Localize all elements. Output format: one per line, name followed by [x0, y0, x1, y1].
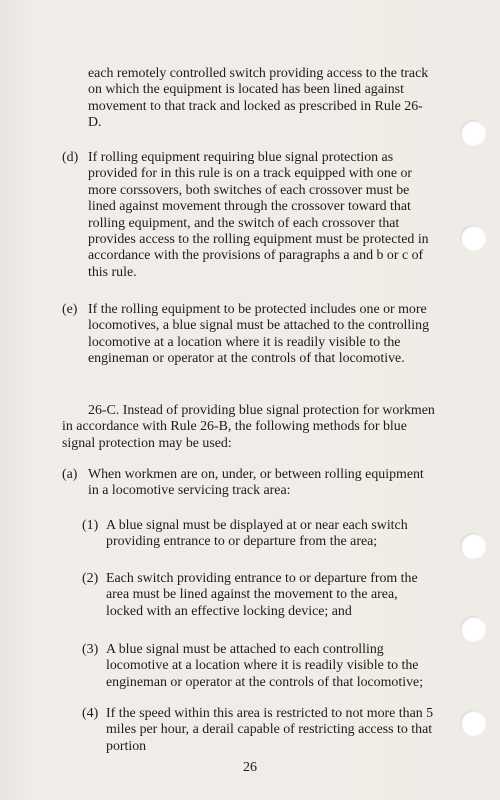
rule-26c-paragraph: [62, 403, 436, 452]
item-a-text: When workmen are on, under, or between rolling equipment in a locomotive servicing track area:: [88, 467, 424, 499]
subitem-2-text: Each switch providing entrance to or departure from the area must be lined against the movement to the area, locked with an effective locking device; and: [106, 571, 418, 619]
subitem-1-label: (1): [82, 518, 99, 533]
binder-hole: [460, 616, 486, 642]
subitem-3-label: (3): [82, 642, 99, 657]
continuation-text: each remotely controlled switch providing access to the track on which the equipment is located has been lined against movement to that track and locked as prescribed in Rule 26-D.: [88, 66, 429, 131]
item-e-text: If the rolling equipment to be protected includes one or more locomotives, a blue signal must be attached to the controlling locomotive at a location where it is readily visible to the engineman or operator at the controls of that locomotive.: [88, 302, 430, 367]
continuation-paragraph: [88, 66, 436, 132]
item-a: [62, 467, 436, 500]
item-d-label: (d): [62, 150, 79, 165]
subitem-1-text: A blue signal must be displayed at or near each switch providing entrance to or departure from the area;: [106, 518, 408, 550]
item-e: [62, 302, 436, 368]
subitem-2: [62, 571, 436, 620]
item-a-label: (a): [62, 467, 78, 482]
rule-26c-text: 26-C. Instead of providing blue signal protection for workmen in accordance with Rule 26-B, the following methods for blue signal protection may be used:: [62, 403, 435, 451]
subitem-2-label: (2): [82, 571, 99, 586]
subitem-3-text: A blue signal must be attached to each controlling locomotive at a location where it is readily visible to the engineman or operator at the controls of that locomotive;: [106, 642, 424, 690]
binder-hole: [460, 225, 486, 251]
item-d: [62, 150, 436, 281]
item-e-label: (e): [62, 302, 78, 317]
item-d-text: If rolling equipment requiring blue signal protection as provided for in this rule is on a track equipped with one or more corssovers, both switches of each crossover must be lined against movement through the crossover toward that rolling equipment, and the switch of each crossover that provides access to the rolling equipment must be protected in accordance with the provisions of paragraphs a and b or c of this rule.: [88, 150, 429, 280]
binder-hole: [460, 533, 486, 559]
page-number: 26: [243, 760, 257, 775]
subitem-4: [62, 706, 436, 755]
binder-hole: [460, 120, 486, 146]
subitem-1: [62, 518, 436, 551]
subitem-4-text: If the speed within this area is restricted to not more than 5 miles per hour, a derail capable of restricting access to that portion: [106, 706, 434, 754]
binder-hole: [460, 710, 486, 736]
subitem-4-label: (4): [82, 706, 99, 721]
subitem-3: [62, 642, 436, 691]
